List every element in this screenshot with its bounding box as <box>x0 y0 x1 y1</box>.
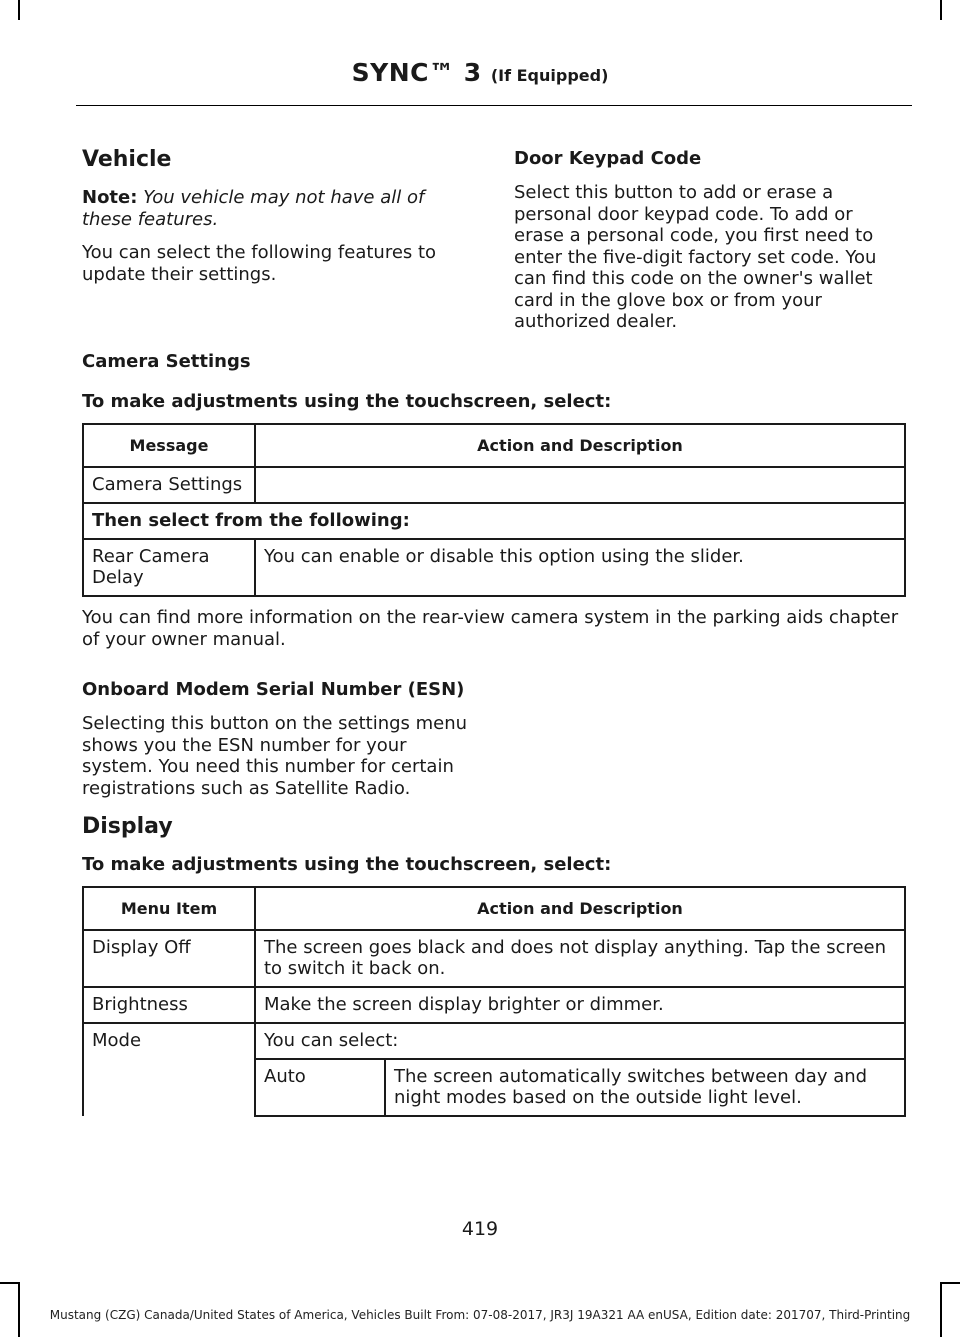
camera-col-action: Action and Description <box>255 424 905 467</box>
display-table <box>82 886 906 1117</box>
display-r3-item: Mode <box>83 1023 255 1116</box>
esn-section <box>82 679 480 811</box>
table-row <box>83 930 905 987</box>
display-heading: Display <box>82 814 173 839</box>
camera-instruction: To make adjustments using the touchscreen, select: <box>82 391 612 412</box>
table-header-row <box>83 887 905 930</box>
display-r2-action: Make the screen display brighter or dimmer. <box>255 987 905 1023</box>
display-r3-action-cell <box>255 1023 905 1116</box>
camera-row1-action <box>255 467 905 503</box>
note-text: You vehicle may not have all of these features. <box>82 187 425 230</box>
camera-heading: Camera Settings <box>82 351 251 372</box>
display-mode-auto-desc: The screen automatically switches between day and night modes based on the outside light level. <box>385 1059 904 1115</box>
table-row <box>83 987 905 1023</box>
header-subtitle: (If Equipped) <box>490 66 609 85</box>
crop-mark-bottom-right-h <box>942 1282 960 1284</box>
camera-span-row: Then select from the following: <box>83 503 905 539</box>
crop-mark-top-left <box>18 0 20 20</box>
table-row <box>83 539 905 596</box>
door-keypad-body: Select this button to add or erase a personal door keypad code. To add or erase a personal code, you first need to enter the five-digit factory set code. You can find this code on the owner's wallet card in the glove box or from your authorized dealer. <box>514 182 877 332</box>
page-number: 419 <box>461 1218 499 1240</box>
vehicle-intro: You can select the following features to update their settings. <box>82 242 437 285</box>
display-r2-item: Brightness <box>83 987 255 1023</box>
camera-section <box>82 351 908 662</box>
door-keypad-heading: Door Keypad Code <box>514 148 702 169</box>
table-row <box>83 467 905 503</box>
camera-row2-message: Rear Camera Delay <box>83 539 255 596</box>
vehicle-note <box>82 187 478 230</box>
page-footer: Mustang (CZG) Canada/United States of America, Vehicles Built From: 07-08-2017, JR3J 19A321 AA enUSA, Edition date: 201707, Third-Printing <box>49 1308 911 1322</box>
display-mode-auto: Auto <box>256 1059 385 1115</box>
display-r1-action: The screen goes black and does not display anything. Tap the screen to switch it back on. <box>255 930 905 987</box>
crop-mark-top-right <box>940 0 942 20</box>
esn-heading: Onboard Modem Serial Number (ESN) <box>82 679 465 700</box>
display-r1-item: Display Off <box>83 930 255 987</box>
display-section <box>82 814 908 1117</box>
display-col-action: Action and Description <box>255 887 905 930</box>
header-rule <box>76 105 912 106</box>
esn-body: Selecting this button on the settings menu shows you the ESN number for your system. You need this number for certain registrations such as Satellite Radio. <box>82 713 468 799</box>
vehicle-heading: Vehicle <box>82 147 172 172</box>
table-row <box>83 503 905 539</box>
camera-after-text: You can find more information on the rear-view camera system in the parking aids chapter of your owner manual. <box>82 607 899 650</box>
header-title: SYNC™ 3 <box>351 58 482 87</box>
table-header-row <box>83 424 905 467</box>
display-instruction: To make adjustments using the touchscreen, select: <box>82 854 612 875</box>
table-row <box>83 1023 905 1116</box>
display-col-menu-item: Menu Item <box>83 887 255 930</box>
note-label: Note: <box>82 187 138 208</box>
display-r3-action: You can select: <box>264 1030 399 1051</box>
vehicle-section <box>82 147 478 297</box>
camera-row2-action: You can enable or disable this option using the slider. <box>255 539 905 596</box>
page-header <box>0 58 960 87</box>
camera-col-message: Message <box>83 424 255 467</box>
door-keypad-section <box>514 148 908 345</box>
table-row <box>256 1059 904 1115</box>
camera-row1-message: Camera Settings <box>83 467 255 503</box>
crop-mark-bottom-left-h <box>0 1282 18 1284</box>
display-mode-subtable <box>256 1058 904 1115</box>
camera-table <box>82 423 906 597</box>
